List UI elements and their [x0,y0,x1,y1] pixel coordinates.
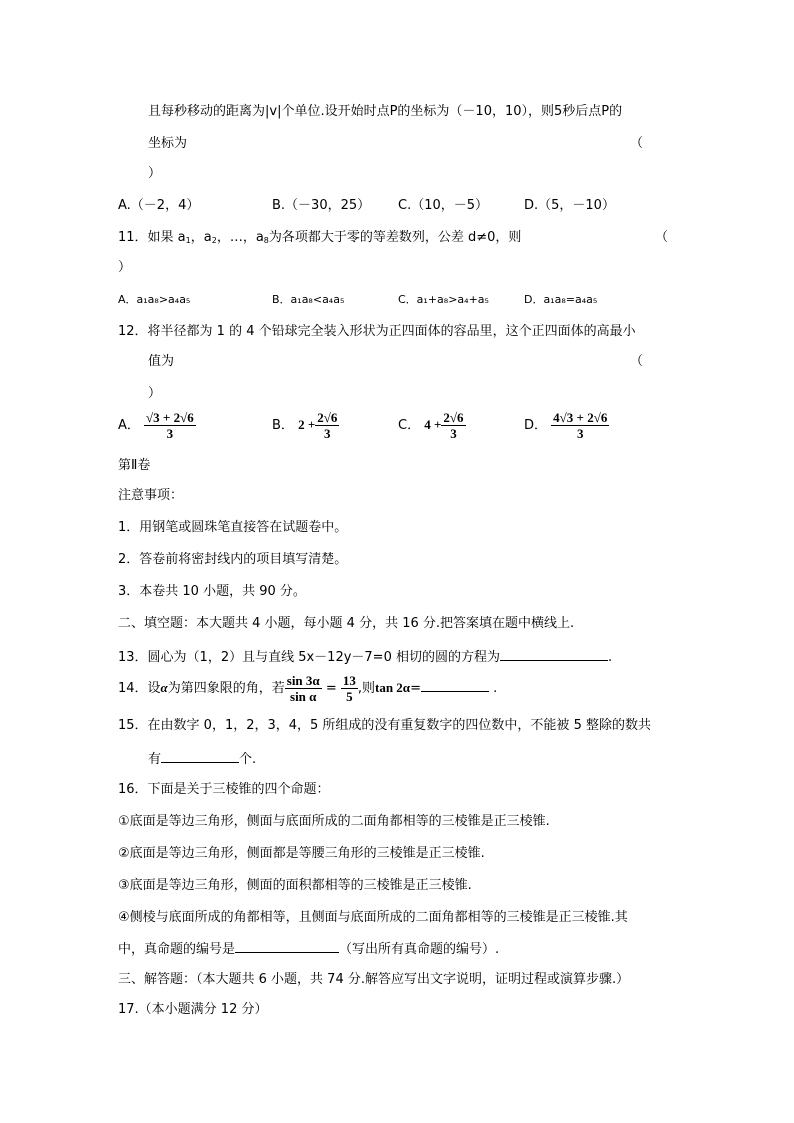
q14: 14．设α为第四象限的角，若 $\frac{\sin 3\alpha}{\text{sin α}}$ = $\frac{13}{5}$ ,则tan 2α= . [118,673,498,704]
q11-option-c: C．a₁+a₈>a₄+a₅ [398,293,489,306]
q17-heading: 17.（本小题满分 12 分） [118,1002,268,1017]
q11-paren-open: （ [655,230,669,245]
q12-option-c: C． 4 + $\frac{2√6}{3}$ [398,410,464,441]
q14-answer-blank[interactable] [421,679,489,692]
q16-item-1: ①底面是等边三角形，侧面与底面所成的二面角都相等的三棱锥是正三棱锥. [118,814,550,829]
q10-line2: 坐标为 [148,136,188,151]
notes-title: 注意事项： [118,488,184,503]
q12-paren-open: （ [630,354,644,369]
q11-option-a: A．a₁a₈>a₄a₅ [118,293,191,306]
q16-item-3: ③底面是等边三角形，侧面的面积都相等的三棱锥是正三棱锥. [118,878,472,893]
q10-option-a: A.（－2，4） [118,198,200,213]
q10-line1: 且每秒移动的距离为|v|个单位.设开始时点P的坐标为（－10，10），则5秒后点P的 [148,104,623,119]
q16-answer-line: 中，真命题的编号是 （写出所有真命题的编号）. [118,942,500,957]
q13-answer-blank[interactable] [500,648,608,661]
q11-stem: 11．如果 $a_1$，$a_2$，…，$a_8$为各项都大于零的等差数列，公差 d≠0，则 [118,230,522,245]
q15-answer-blank[interactable] [161,750,239,763]
q10-option-c: C.（10，－5） [398,198,489,213]
q16-title: 16．下面是关于三棱锥的四个命题： [118,782,330,797]
q10-paren-close: ） [148,166,162,181]
q12-option-a: A． $\frac{√3 + 2√6}{3}$ [118,410,194,441]
q12-option-d: D． $\frac{4√3 + 2√6}{3}$ [524,410,608,441]
part2-title: 第Ⅱ卷 [118,458,151,473]
q15-line2: 有 个. [148,752,257,767]
q11-option-d: D．a₁a₈=a₄a₅ [524,293,598,306]
q10-option-d: D.（5，－10） [524,198,615,213]
note-3: 3．本卷共 10 小题，共 90 分。 [118,584,306,599]
section2-heading: 二、填空题：本大题共 4 小题，每小题 4 分，共 16 分.把答案填在题中横线上. [118,616,575,631]
q16-item-4: ④侧棱与底面所成的角都相等，且侧面与底面所成的二面角都相等的三棱锥是正三棱锥.其 [118,910,628,925]
q15-line1: 15．在由数字 0，1，2，3，4，5 所组成的没有重复数字的四位数中，不能被 5 整除的数共 [118,718,651,733]
section3-heading: 三、解答题：（本大题共 6 小题，共 74 分.解答应写出文字说明，证明过程或演算步骤.） [118,972,630,987]
q16-item-2: ②底面是等边三角形，侧面都是等腰三角形的三棱锥是正三棱锥. [118,846,485,861]
q12-line1: 12．将半径都为 1 的 4 个铅球完全装入形状为正四面体的容品里，这个正四面体的高最小 [118,324,636,339]
q13: 13．圆心为（1，2）且与直线 5x－12y－7=0 相切的圆的方程为 . [118,650,613,665]
q16-answer-blank[interactable] [235,940,339,953]
q12-option-b: B． 2 + $\frac{2√6}{3}$ [272,410,338,441]
q12-paren-close: ） [148,386,162,401]
note-1: 1．用钢笔或圆珠笔直接答在试题卷中。 [118,520,348,535]
q10-option-b: B.（－30，25） [272,198,371,213]
note-2: 2．答卷前将密封线内的项目填写清楚。 [118,552,348,567]
q11-option-b: B．a₁a₈<a₄a₅ [272,293,345,306]
q11-paren-close: ） [118,260,132,275]
q12-line2: 值为 [148,354,175,369]
q10-paren-open: （ [630,136,644,151]
